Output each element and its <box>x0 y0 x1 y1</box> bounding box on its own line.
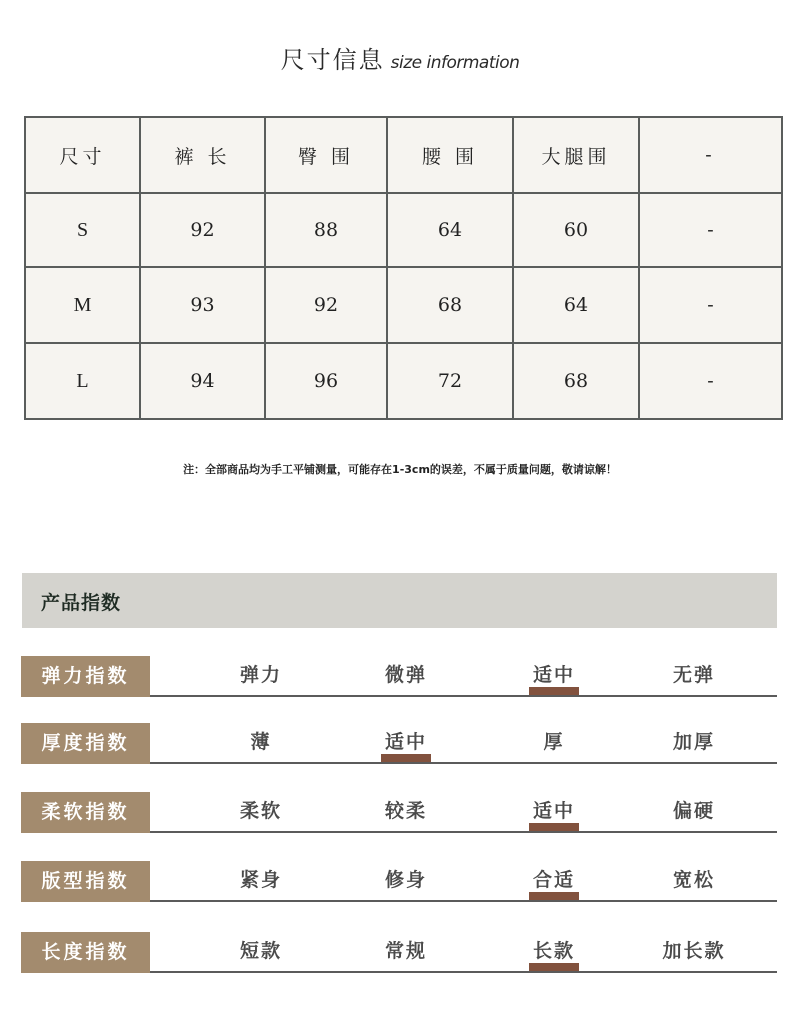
header-cell-size: 尺寸 <box>25 117 140 193</box>
cell-length: 94 <box>140 343 265 419</box>
index-label: 版型指数 <box>21 861 150 902</box>
cell-empty: - <box>639 193 782 267</box>
header-cell-hip: 臀 围 <box>265 117 387 193</box>
cell-thigh: 64 <box>513 267 639 343</box>
index-option: 偏硬 <box>672 800 715 822</box>
index-option: 加长款 <box>662 940 726 962</box>
cell-hip: 92 <box>265 267 387 343</box>
header-cell-thigh: 大腿围 <box>513 117 639 193</box>
index-label: 厚度指数 <box>21 723 150 764</box>
index-option: 弹力 <box>239 664 282 686</box>
selected-marker <box>381 754 431 762</box>
cell-waist: 64 <box>387 193 513 267</box>
title-en: size information <box>390 53 520 73</box>
index-option-selected: 合适 <box>494 861 614 902</box>
index-option: 薄 <box>250 731 272 753</box>
cell-length: 92 <box>140 193 265 267</box>
index-option: 宽松 <box>672 869 715 891</box>
index-option: 常规 <box>384 940 427 962</box>
index-label: 弹力指数 <box>21 656 150 697</box>
index-option-selected: 长款 <box>494 932 614 973</box>
index-label: 柔软指数 <box>21 792 150 833</box>
index-row-thickness <box>21 723 777 764</box>
index-option-selected: 适中 <box>494 656 614 697</box>
cell-thigh: 60 <box>513 193 639 267</box>
index-row-fit <box>21 861 777 902</box>
index-option: 无弹 <box>672 664 715 686</box>
index-option-selected: 适中 <box>494 792 614 833</box>
index-option: 紧身 <box>239 869 282 891</box>
index-option: 修身 <box>384 869 427 891</box>
index-row-length <box>21 932 777 973</box>
cell-hip: 96 <box>265 343 387 419</box>
measurement-note: 注：全部商品均为手工平铺测量，可能存在1-3cm的误差，不属于质量问题，敬请谅解！ <box>183 463 617 476</box>
size-info-title <box>0 40 800 75</box>
cell-size: L <box>25 343 140 419</box>
index-option: 微弹 <box>384 664 427 686</box>
cell-waist: 72 <box>387 343 513 419</box>
table-header-row <box>25 117 782 193</box>
index-row-elasticity <box>21 656 777 697</box>
product-index-header <box>22 573 777 628</box>
index-row-softness <box>21 792 777 833</box>
header-cell-empty: - <box>639 117 782 193</box>
index-option-selected: 适中 <box>346 723 466 764</box>
cell-empty: - <box>639 267 782 343</box>
selected-marker <box>529 963 579 971</box>
index-option: 加厚 <box>672 731 715 753</box>
index-option: 厚 <box>543 731 565 753</box>
table-row <box>25 267 782 343</box>
table-row <box>25 193 782 267</box>
cell-size: M <box>25 267 140 343</box>
cell-length: 93 <box>140 267 265 343</box>
selected-marker <box>529 687 579 695</box>
size-table <box>24 116 783 420</box>
cell-waist: 68 <box>387 267 513 343</box>
index-option: 较柔 <box>384 800 427 822</box>
index-option: 柔软 <box>239 800 282 822</box>
index-label: 长度指数 <box>21 932 150 973</box>
table-row <box>25 343 782 419</box>
title-cn: 尺寸信息 <box>280 46 385 74</box>
cell-thigh: 68 <box>513 343 639 419</box>
cell-empty: - <box>639 343 782 419</box>
selected-marker <box>529 892 579 900</box>
cell-hip: 88 <box>265 193 387 267</box>
header-cell-waist: 腰 围 <box>387 117 513 193</box>
header-cell-length: 裤 长 <box>140 117 265 193</box>
product-index-title: 产品指数 <box>41 592 122 614</box>
index-option: 短款 <box>239 940 282 962</box>
cell-size: S <box>25 193 140 267</box>
selected-marker <box>529 823 579 831</box>
